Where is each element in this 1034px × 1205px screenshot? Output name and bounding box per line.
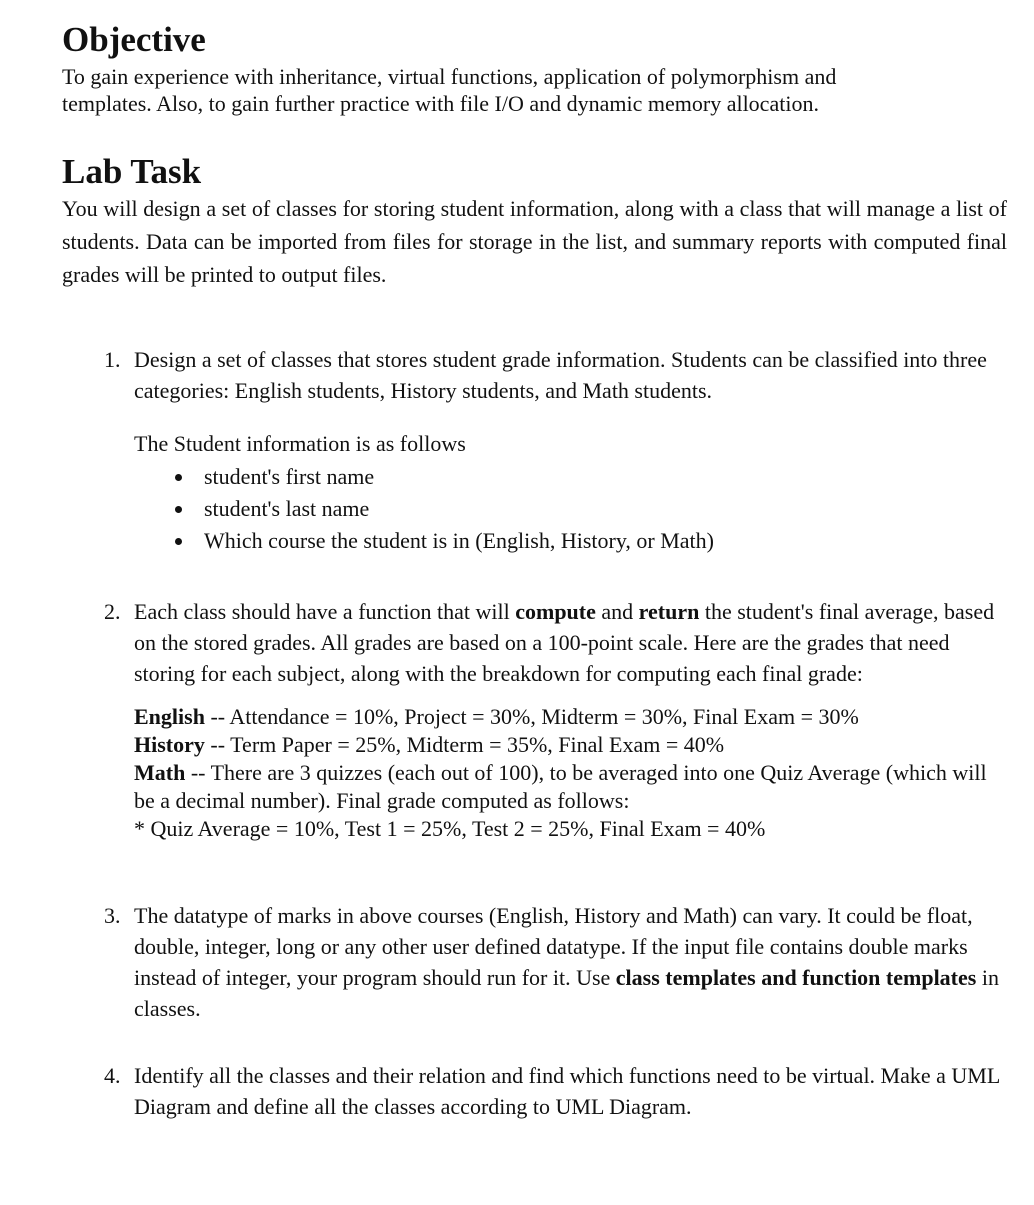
- list-item: student's first name: [134, 461, 1004, 493]
- math-formula: * Quiz Average = 10%, Test 1 = 25%, Test 2 = 25%, Final Exam = 40%: [134, 816, 766, 841]
- bullet-icon: [175, 506, 182, 513]
- student-info-heading: The Student information is as follows: [134, 431, 466, 456]
- item-number: 2.: [104, 599, 121, 624]
- objective-text: [62, 63, 962, 117]
- task-item-1: [104, 344, 1004, 557]
- lab-task-heading: Lab Task: [62, 152, 202, 191]
- task-item-2: [104, 596, 1004, 843]
- task-item-3: [104, 900, 1004, 1024]
- task-item-4: [104, 1060, 1004, 1122]
- list-item: Which course the student is in (English, History, or Math): [134, 525, 1004, 557]
- bullet-icon: [175, 538, 182, 545]
- item-number: 3.: [104, 903, 121, 928]
- objective-line-1: To gain experience with inheritance, virtual functions, application of polymorphism and: [62, 64, 837, 89]
- item-2-text: Each class should have a function that will compute and return the student's final average, based on the stored grades. All grades are based on a 100-point scale. Here are the grades that need storing for each subject, along with the breakdown for computing each final grade:: [134, 599, 995, 686]
- grade-breakdown: [134, 703, 1004, 843]
- math-breakdown: Math -- There are 3 quizzes (each out of 100), to be averaged into one Quiz Average (which will be a decimal number). Final grade computed as follows:: [134, 760, 987, 813]
- objective-line-2: templates. Also, to gain further practice with file I/O and dynamic memory allocation.: [62, 91, 819, 116]
- student-info-list: [134, 461, 1004, 557]
- bullet-icon: [175, 474, 182, 481]
- history-breakdown: History -- Term Paper = 25%, Midterm = 35%, Final Exam = 40%: [134, 732, 725, 757]
- objective-heading: Objective: [62, 20, 206, 59]
- item-3-text: The datatype of marks in above courses (English, History and Math) can vary. It could be float, double, integer, long or any other user defined datatype. If the input file contains double marks instead of integer, your program should run for it. Use class templates and function templates in classes.: [134, 903, 999, 1021]
- item-number: 4.: [104, 1063, 121, 1088]
- lab-task-intro: You will design a set of classes for storing student information, along with a class that will manage a list of students. Data can be imported from files for storage in the list, and summary reports with computed final grades will be printed to output files.: [62, 196, 1007, 287]
- list-item: student's last name: [134, 493, 1004, 525]
- item-1-text: Design a set of classes that stores student grade information. Students can be classified into three categories: English students, History students, and Math students.: [134, 347, 987, 403]
- item-4-text: Identify all the classes and their relation and find which functions need to be virtual. Make a UML Diagram and define all the classes according to UML Diagram.: [134, 1063, 1000, 1119]
- item-number: 1.: [104, 347, 121, 372]
- english-breakdown: English -- Attendance = 10%, Project = 30%, Midterm = 30%, Final Exam = 30%: [134, 704, 859, 729]
